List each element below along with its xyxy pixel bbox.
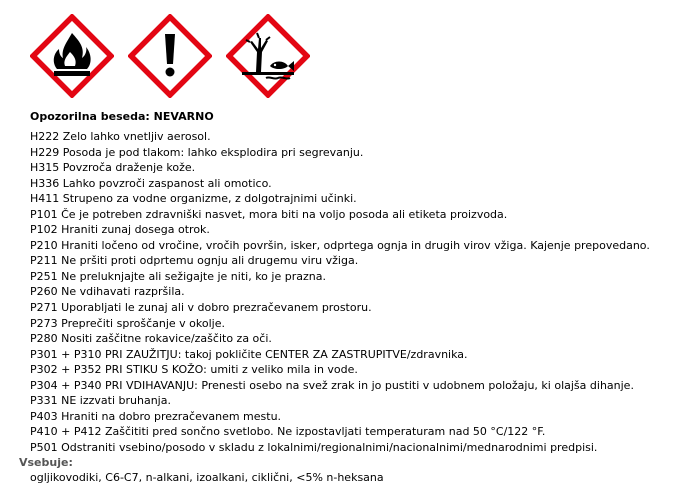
flame-icon	[30, 14, 114, 98]
statement-item: P301 + P310 PRI ZAUŽITJU: takoj pokličite CENTER ZA ZASTRUPITVE/zdravnika.	[30, 347, 468, 361]
statement-item: H222 Zelo lahko vnetljiv aerosol.	[30, 130, 211, 143]
environment-icon	[226, 14, 310, 98]
statement-item: P302 + P352 PRI STIKU S KOŽO: umiti z veliko mila in vode.	[30, 363, 358, 377]
flame-pictogram	[30, 14, 114, 98]
statement-item: P211 Ne pršiti proti odprtemu ognju ali drugemu viru vžiga.	[30, 254, 359, 268]
statement-item: H411 Strupeno za vodne organizme, z dolgotrajnimi učinki.	[30, 192, 357, 206]
statement-item: P273 Preprečiti sproščanje v okolje.	[30, 316, 225, 330]
statement-item: P210 Hraniti ločeno od vročine, vročih površin, isker, odprtega ognja in drugih virov vžiga. Kajenje prepovedano.	[30, 238, 650, 252]
contains-text: ogljikovodiki, C6-C7, n-alkani, izoalkani, ciklični, <5% n-heksana	[30, 471, 384, 484]
statement-item: P501 Odstraniti vsebino/posodo v skladu z lokalnimi/regionalnimi/nacionalnimi/mednarodnimi predpisi.	[30, 440, 598, 454]
contains-label: Vsebuje:	[19, 456, 73, 469]
statement-item: P331 NE izzvati bruhanja.	[30, 394, 171, 408]
statement-item: P251 Ne preluknjajte ali sežigajte je niti, ko je prazna.	[30, 269, 326, 283]
statement-item: P410 + P412 Zaščititi pred sončno svetlobo. Ne izpostavljati temperaturam nad 50 °C/122 °F.	[30, 425, 546, 439]
statement-item: P280 Nositi zaščitne rokavice/zaščito za oči.	[30, 332, 272, 346]
exclamation-pictogram	[128, 14, 212, 98]
statement-item: H315 Povzroča draženje kože.	[30, 161, 196, 175]
exclamation-mark-icon	[128, 14, 212, 98]
hazard-precautionary-statements	[30, 129, 650, 455]
statement-item: H336 Lahko povzroči zaspanost ali omotico.	[30, 176, 272, 190]
signal-word: Opozorilna beseda: NEVARNO	[30, 110, 214, 123]
statement-item: P304 + P340 PRI VDIHAVANJU: Prenesti osebo na svež zrak in jo pustiti v udobnem položaju, ki olajša dihanje.	[30, 378, 634, 392]
statement-item: P102 Hraniti zunaj dosega otrok.	[30, 223, 210, 237]
statement-item: P271 Uporabljati le zunaj ali v dobro prezračevanem prostoru.	[30, 301, 372, 315]
statement-item: P260 Ne vdihavati razpršila.	[30, 285, 185, 299]
statement-item: P403 Hraniti na dobro prezračevanem mestu.	[30, 409, 282, 423]
statement-item: P101 Če je potreben zdravniški nasvet, mora biti na voljo posoda ali etiketa proizvoda.	[30, 207, 508, 221]
statement-item: H229 Posoda je pod tlakom: lahko eksplodira pri segrevanju.	[30, 145, 364, 159]
environment-pictogram	[226, 14, 310, 98]
